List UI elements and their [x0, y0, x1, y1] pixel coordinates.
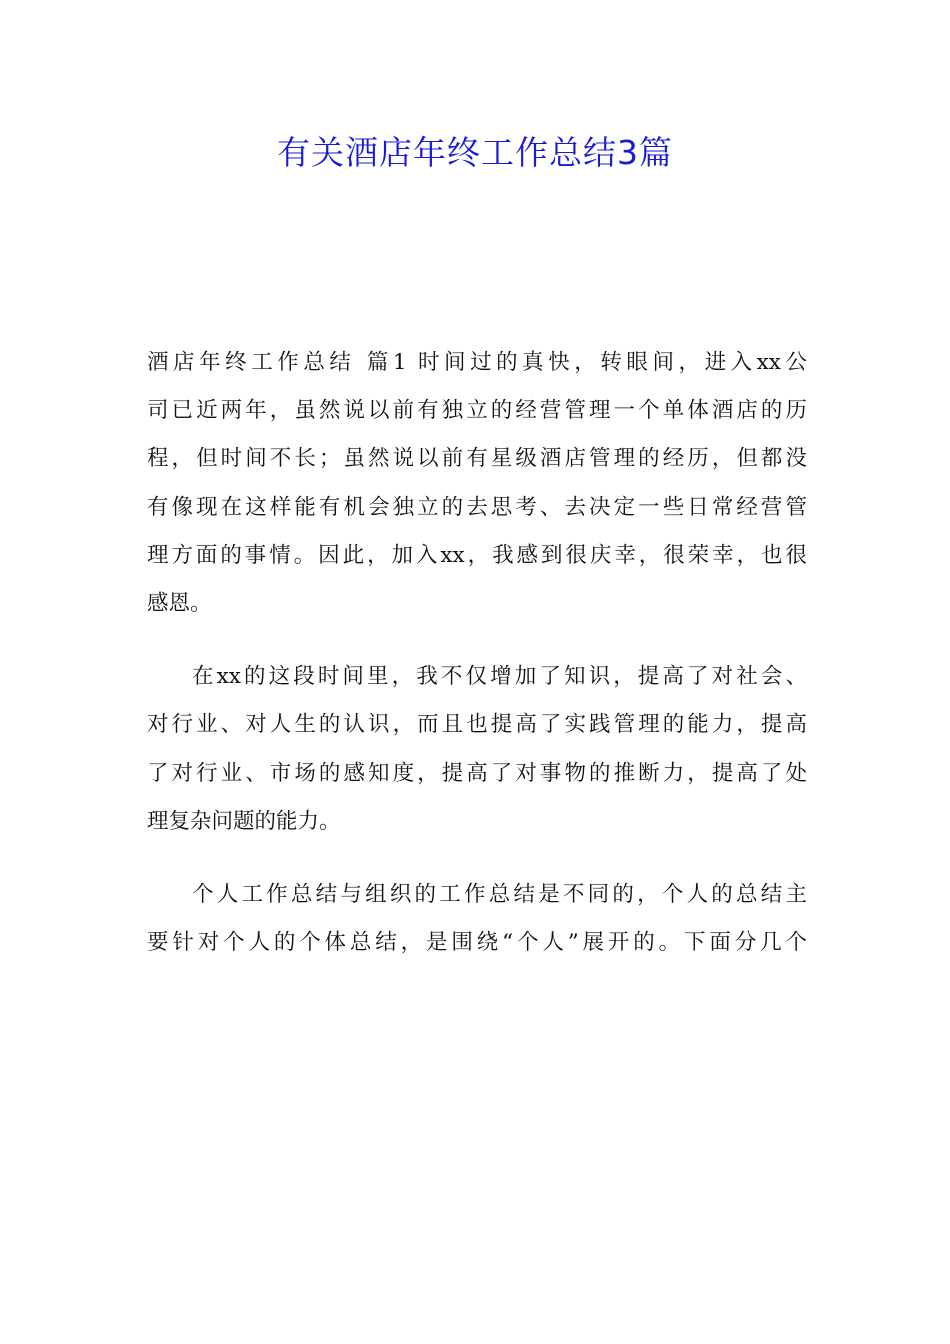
text-line: 了对行业、市场的感知度，提高了对事物的推断力，提高了处 — [147, 760, 807, 786]
text-line: 要针对个人的个体总结，是围绕“个人”展开的。下面分几个 — [147, 930, 807, 956]
text-line: 理方面的事情。因此，加入xx，我感到很庆幸，很荣幸，也很 — [147, 542, 807, 568]
document-body — [147, 339, 807, 967]
paragraph — [147, 653, 807, 846]
text-line: 对行业、对人生的认识，而且也提高了实践管理的能力，提高 — [147, 712, 807, 738]
text-line: 个人工作总结与组织的工作总结是不同的，个人的总结主 — [192, 881, 807, 907]
text-line: 在xx的这段时间里，我不仅增加了知识，提高了对社会、 — [192, 664, 807, 690]
paragraph — [147, 339, 807, 628]
text-line: 有像现在这样能有机会独立的去思考、去决定一些日常经营管 — [147, 494, 807, 520]
text-line: 司已近两年，虽然说以前有独立的经营管理一个单体酒店的历 — [147, 398, 807, 424]
text-line: 理复杂问题的能力。 — [147, 808, 341, 834]
text-line: 酒店年终工作总结 篇1 时间过的真快，转眼间，进入xx公 — [147, 350, 807, 375]
paragraph — [147, 871, 807, 967]
text-line: 程，但时间不长；虽然说以前有星级酒店管理的经历，但都没 — [147, 446, 807, 472]
document-title: 有关酒店年终工作总结3篇 — [277, 133, 673, 172]
text-line: 感恩。 — [147, 590, 212, 616]
paragraph-gap — [147, 846, 807, 871]
paragraph-gap — [147, 628, 807, 653]
